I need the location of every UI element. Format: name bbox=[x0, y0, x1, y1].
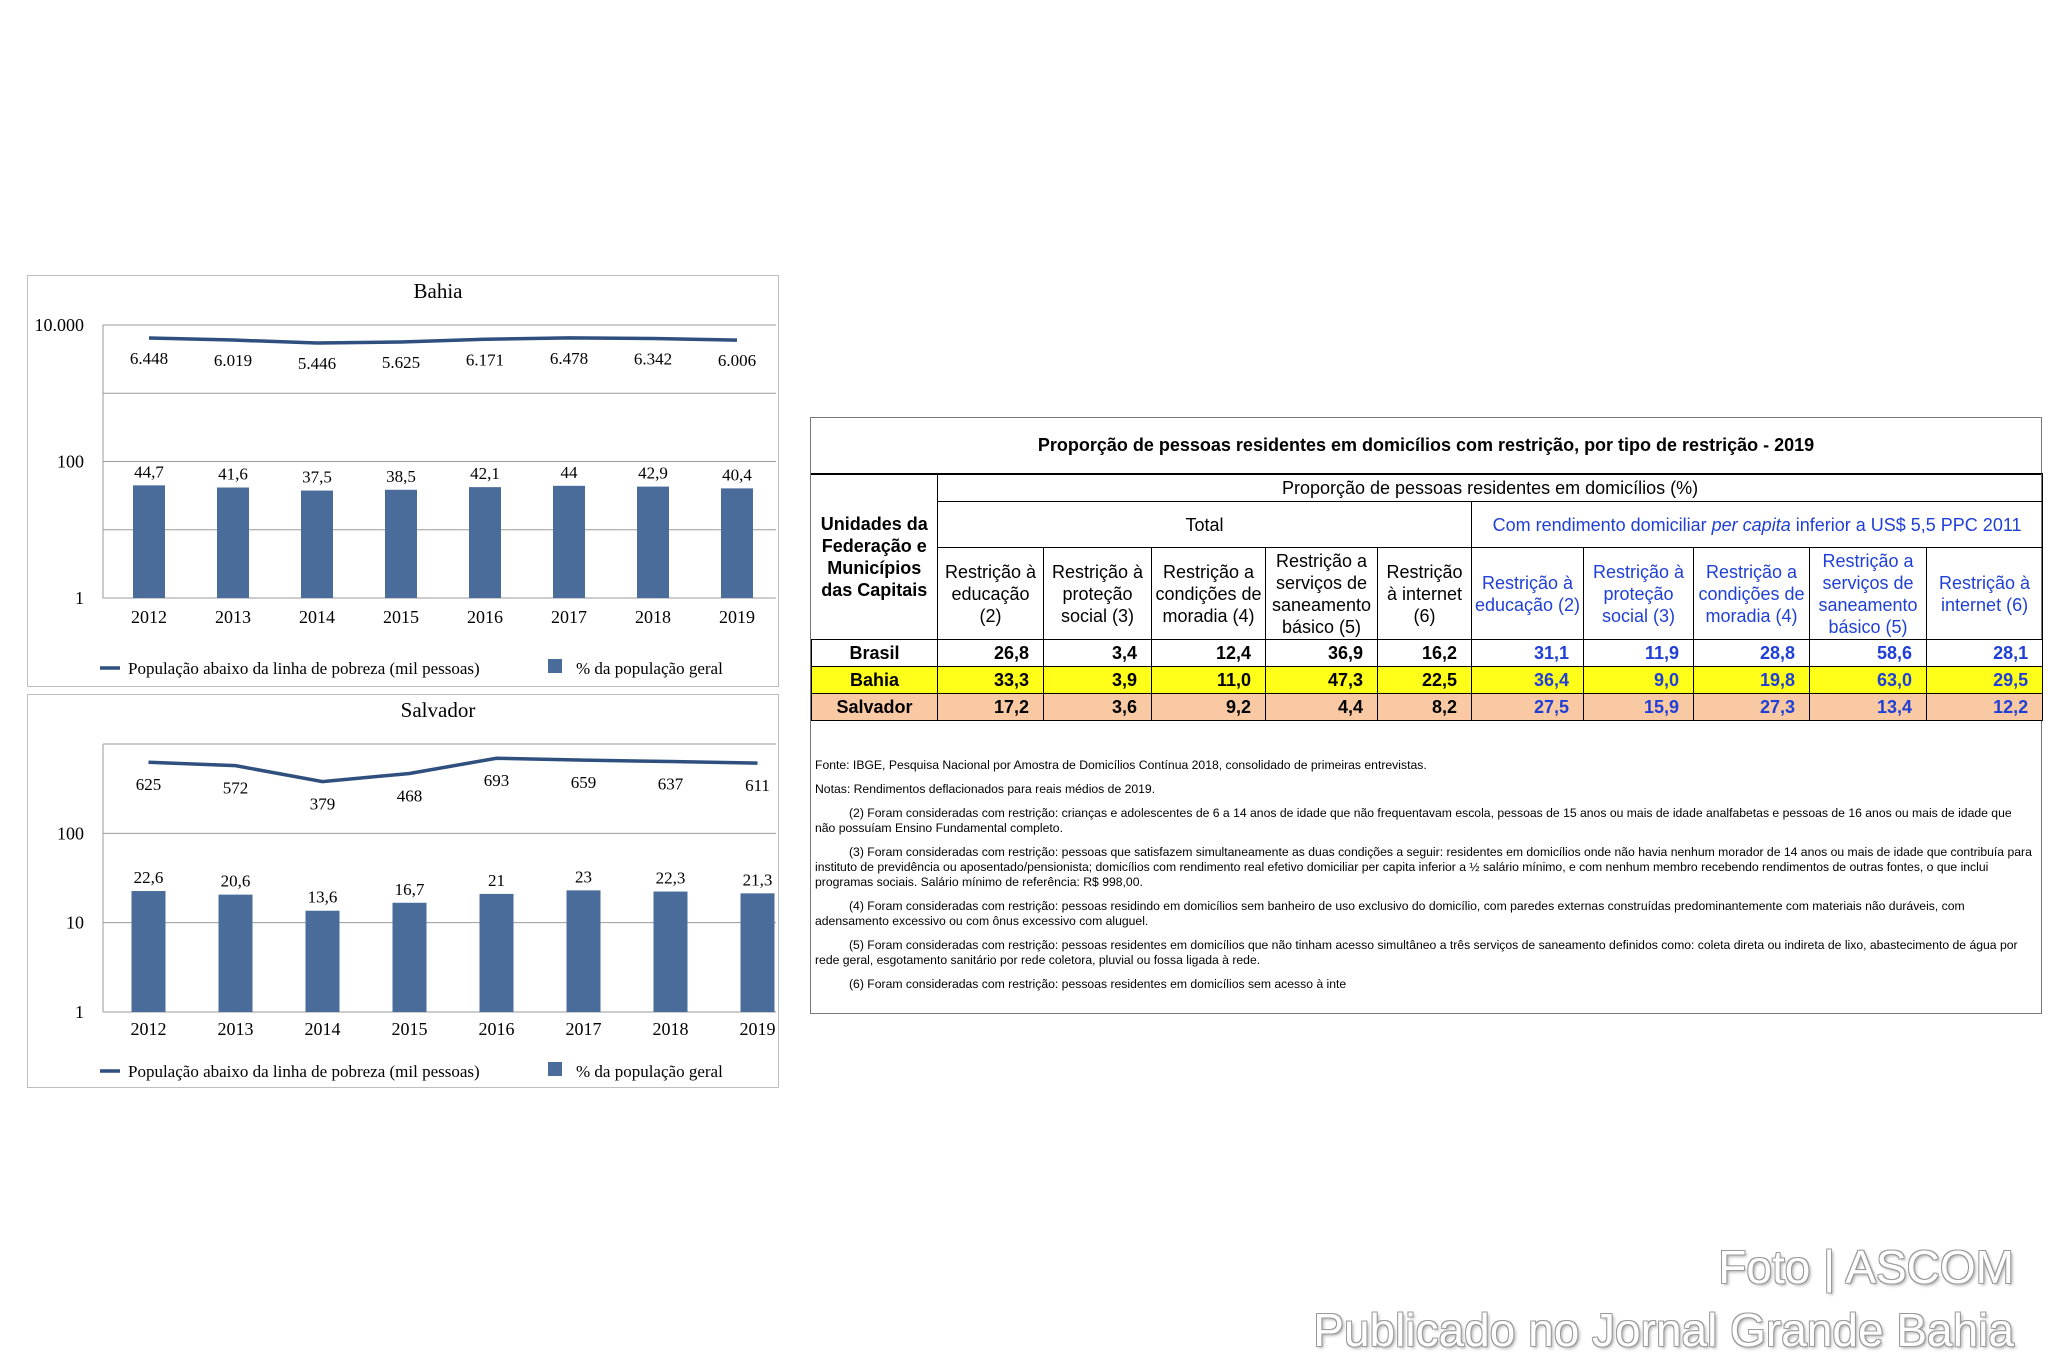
group-income-header: Com rendimento domiciliar per capita inferior a US$ 5,5 PPC 2011 bbox=[1472, 502, 2043, 548]
x-tick-label: 2015 bbox=[383, 607, 419, 627]
col-header: Restrição à educação (2) bbox=[1472, 548, 1584, 640]
bar-data-label: 44,7 bbox=[134, 462, 164, 482]
chart-salvador-svg bbox=[28, 695, 778, 1087]
chart-bahia-svg bbox=[28, 276, 778, 686]
bar-data-label: 42,9 bbox=[638, 463, 668, 483]
line-data-label: 637 bbox=[657, 774, 684, 794]
table-cell: 8,2 bbox=[1378, 694, 1472, 721]
note-source: Fonte: IBGE, Pesquisa Nacional por Amostra de Domicílios Contínua 2018, consolidado de primeiras entrevistas. bbox=[815, 758, 1427, 772]
series-line bbox=[149, 338, 737, 343]
bar-data-label: 21 bbox=[488, 870, 505, 890]
table-cell: 9,2 bbox=[1152, 694, 1266, 721]
bar bbox=[480, 894, 514, 1012]
bar bbox=[133, 485, 165, 598]
table-cell: 11,0 bbox=[1152, 667, 1266, 694]
y-tick-label: 1 bbox=[75, 588, 84, 608]
x-tick-label: 2019 bbox=[739, 1019, 776, 1039]
bar bbox=[393, 903, 427, 1012]
bar bbox=[469, 487, 501, 598]
legend-label: % da população geral bbox=[576, 1062, 723, 1081]
chart-salvador bbox=[27, 694, 779, 1088]
bar-data-label: 38,5 bbox=[386, 466, 416, 486]
legend-bar-swatch bbox=[548, 1062, 562, 1076]
bar bbox=[217, 487, 249, 598]
bar-data-label: 41,6 bbox=[218, 464, 248, 484]
legend-label: População abaixo da linha de pobreza (mil pessoas) bbox=[128, 1062, 480, 1081]
bar-data-label: 22,6 bbox=[133, 868, 164, 888]
table-cell: 47,3 bbox=[1266, 667, 1378, 694]
line-data-label: 5.625 bbox=[381, 353, 421, 373]
note-5: (5) Foram consideradas com restrição: pessoas residentes em domicílios que não tinham acesso simultâneo a três serviços de saneamento definidos como: coleta direta ou indireta de lixo, abastecimento de água por rede geral, esgotamento sanitário por rede coletora, pluvial ou fossa ligada à rede. bbox=[815, 938, 2018, 967]
table-cell: 31,1 bbox=[1472, 640, 1584, 667]
table-cell: 63,0 bbox=[1810, 667, 1927, 694]
line-data-label: 468 bbox=[396, 786, 423, 806]
table-cell: 3,9 bbox=[1044, 667, 1152, 694]
table-cell: 3,6 bbox=[1044, 694, 1152, 721]
col-header: Restrição a condições de moradia (4) bbox=[1694, 548, 1810, 640]
table-cell: 58,6 bbox=[1810, 640, 1927, 667]
table-cell: 17,2 bbox=[938, 694, 1044, 721]
bar bbox=[385, 490, 417, 598]
bar bbox=[654, 892, 688, 1012]
bar bbox=[567, 890, 601, 1012]
table-title: Proporção de pessoas residentes em domicílios com restrição, por tipo de restrição - 2019 bbox=[811, 418, 2041, 475]
bar-data-label: 22,3 bbox=[655, 868, 686, 888]
line-data-label: 5.446 bbox=[297, 354, 337, 374]
x-tick-label: 2016 bbox=[478, 1019, 515, 1039]
table-row bbox=[812, 667, 2043, 694]
bar-data-label: 16,7 bbox=[394, 879, 425, 899]
y-tick-label: 1 bbox=[75, 1002, 84, 1022]
table-cell: 36,9 bbox=[1266, 640, 1378, 667]
col-header: Restrição à proteção social (3) bbox=[1044, 548, 1152, 640]
top-header: Proporção de pessoas residentes em domicílios (%) bbox=[938, 474, 2043, 502]
bar-data-label: 20,6 bbox=[220, 871, 251, 891]
table-cell: 12,4 bbox=[1152, 640, 1266, 667]
bar bbox=[301, 491, 333, 598]
restriction-table bbox=[811, 473, 2043, 721]
bar-data-label: 23 bbox=[575, 867, 592, 887]
x-tick-label: 2014 bbox=[304, 1019, 341, 1039]
note-2: (2) Foram consideradas com restrição: crianças e adolescentes de 6 a 14 anos de idade que não frequentavam escola, pessoas de 15 anos ou mais de idade analfabetas e pessoas de 16 anos ou mais de idade que não possuíam Ensino Fundamental completo. bbox=[815, 806, 2012, 835]
x-tick-label: 2012 bbox=[131, 607, 167, 627]
line-data-label: 379 bbox=[309, 794, 336, 814]
chart-title: Salvador bbox=[400, 698, 476, 722]
x-tick-label: 2019 bbox=[719, 607, 755, 627]
note-3: (3) Foram consideradas com restrição: pessoas que satisfazem simultaneamente as duas condições a seguir: residentes em domicílios onde não havia nenhum morador de 14 anos ou mais de idade que contribuía para instituto de previdência ou aposentado/pensionista; domicílios com rendimento real efetivo domiciliar per capita inferior a ½ salário mínimo, e com nenhum membro recebendo rendimentos de outras fontes, o que inclui programas sociais. Salário mínimo de referência: R$ 998,00. bbox=[815, 845, 2032, 889]
bar-data-label: 42,1 bbox=[470, 464, 500, 484]
publication-credit: Publicado no Jornal Grande Bahia bbox=[1313, 1304, 2014, 1356]
bar bbox=[306, 911, 340, 1012]
table-row bbox=[812, 640, 2043, 667]
table-cell: 19,8 bbox=[1694, 667, 1810, 694]
table-cell: 9,0 bbox=[1584, 667, 1694, 694]
group-total-header: Total bbox=[938, 502, 1472, 548]
note-6: (6) Foram consideradas com restrição: pessoas residentes em domicílios sem acesso à inte bbox=[849, 977, 1347, 991]
bar bbox=[741, 893, 775, 1012]
col-header: Restrição à internet (6) bbox=[1927, 548, 2043, 640]
table-cell: 3,4 bbox=[1044, 640, 1152, 667]
line-data-label: 693 bbox=[483, 771, 510, 791]
table-cell: 4,4 bbox=[1266, 694, 1378, 721]
x-tick-label: 2012 bbox=[130, 1019, 167, 1039]
y-tick-label: 10.000 bbox=[34, 315, 84, 335]
bar-data-label: 37,5 bbox=[302, 467, 332, 487]
x-tick-label: 2015 bbox=[391, 1019, 428, 1039]
table-cell: 27,5 bbox=[1472, 694, 1584, 721]
x-tick-label: 2016 bbox=[467, 607, 503, 627]
col-header: Restrição à proteção social (3) bbox=[1584, 548, 1694, 640]
note-4: (4) Foram consideradas com restrição: pessoas residindo em domicílios sem banheiro de uso exclusivo do domicílio, com paredes externas construídas predominantemente com materiais não duráveis, com adensamento excessivo ou com ônus excessivo com aluguel. bbox=[815, 899, 1965, 928]
table-cell: 12,2 bbox=[1927, 694, 2043, 721]
table-cell: 26,8 bbox=[938, 640, 1044, 667]
table-cell: 16,2 bbox=[1378, 640, 1472, 667]
row-name: Brasil bbox=[812, 640, 938, 667]
x-tick-label: 2017 bbox=[565, 1019, 602, 1039]
table-cell: 33,3 bbox=[938, 667, 1044, 694]
note-0: Notas: Rendimentos deflacionados para reais médios de 2019. bbox=[815, 782, 1156, 796]
y-tick-label: 10 bbox=[66, 912, 84, 933]
x-tick-label: 2014 bbox=[299, 607, 335, 627]
table-cell: 27,3 bbox=[1694, 694, 1810, 721]
bar bbox=[553, 486, 585, 598]
legend-label: % da população geral bbox=[576, 659, 723, 678]
table-row bbox=[812, 694, 2043, 721]
line-data-label: 625 bbox=[135, 775, 162, 795]
photo-credit: Foto | ASCOM bbox=[1718, 1241, 2014, 1293]
bar bbox=[219, 895, 253, 1012]
restriction-table-panel bbox=[810, 417, 2042, 1014]
line-data-label: 6.171 bbox=[465, 350, 505, 370]
bar-data-label: 44 bbox=[560, 462, 578, 482]
table-cell: 13,4 bbox=[1810, 694, 1927, 721]
table-cell: 28,1 bbox=[1927, 640, 2043, 667]
line-data-label: 659 bbox=[570, 773, 597, 793]
table-cell: 28,8 bbox=[1694, 640, 1810, 667]
x-tick-label: 2018 bbox=[652, 1019, 689, 1039]
table-cell: 29,5 bbox=[1927, 667, 2043, 694]
line-data-label: 611 bbox=[745, 776, 770, 796]
x-tick-label: 2013 bbox=[215, 607, 251, 627]
col-header: Restrição a condições de moradia (4) bbox=[1152, 548, 1266, 640]
line-data-label: 6.342 bbox=[633, 349, 673, 369]
line-data-label: 6.019 bbox=[213, 351, 253, 371]
y-tick-label: 100 bbox=[57, 451, 84, 472]
chart-bahia bbox=[27, 275, 779, 687]
legend-bar-swatch bbox=[548, 659, 562, 673]
table-cell: 22,5 bbox=[1378, 667, 1472, 694]
bar-data-label: 40,4 bbox=[722, 465, 752, 485]
y-tick-label: 100 bbox=[57, 823, 84, 844]
table-cell: 36,4 bbox=[1472, 667, 1584, 694]
col-header: Restrição à internet (6) bbox=[1378, 548, 1472, 640]
bar bbox=[637, 487, 669, 598]
row-header: Unidades da Federação e Municípios das Capitais bbox=[812, 474, 938, 640]
table-notes bbox=[815, 758, 2035, 1001]
col-header: Restrição à educação (2) bbox=[938, 548, 1044, 640]
row-name: Salvador bbox=[812, 694, 938, 721]
bar bbox=[132, 891, 166, 1012]
row-name: Bahia bbox=[812, 667, 938, 694]
table-cell: 11,9 bbox=[1584, 640, 1694, 667]
x-tick-label: 2013 bbox=[217, 1019, 254, 1039]
legend-label: População abaixo da linha de pobreza (mil pessoas) bbox=[128, 659, 480, 678]
col-header: Restrição a serviços de saneamento básico (5) bbox=[1266, 548, 1378, 640]
line-data-label: 572 bbox=[222, 778, 249, 798]
x-tick-label: 2018 bbox=[635, 607, 671, 627]
bar-data-label: 21,3 bbox=[742, 870, 773, 890]
chart-title: Bahia bbox=[413, 279, 463, 303]
line-data-label: 6.448 bbox=[129, 349, 169, 369]
bar bbox=[721, 488, 753, 598]
line-data-label: 6.478 bbox=[549, 348, 589, 368]
table-cell: 15,9 bbox=[1584, 694, 1694, 721]
line-data-label: 6.006 bbox=[717, 351, 757, 371]
col-header: Restrição a serviços de saneamento básico (5) bbox=[1810, 548, 1927, 640]
x-tick-label: 2017 bbox=[551, 607, 587, 627]
bar-data-label: 13,6 bbox=[307, 887, 338, 907]
